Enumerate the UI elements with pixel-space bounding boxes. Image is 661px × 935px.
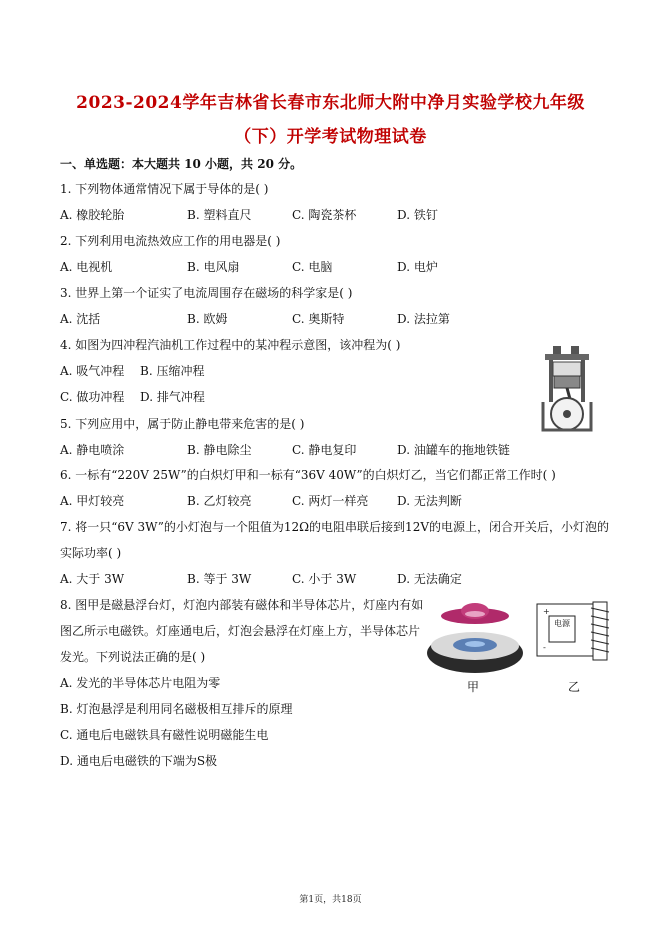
question-7-stem: 7. 将一只“6V 3W”的小灯泡与一个阻值为12Ω的电阻串联后接到12V的电源上，闭合开关后，小灯泡的 (60, 520, 609, 534)
question-3-option-d: D. 法拉第 (397, 312, 450, 326)
page-footer: 第1页，共18页 (299, 895, 362, 905)
question-3-option-b: B. 欧姆 (187, 312, 228, 326)
question-5-option-d: D. 油罐车的拖地铁链 (397, 443, 510, 457)
question-4-option-c: C. 做功冲程 (60, 390, 125, 404)
maglev-lamp-figure (420, 598, 530, 678)
question-2-stem: 2. 下列利用电流热效应工作的用电器是( ) (60, 234, 281, 248)
question-1-stem: 1. 下列物体通常情况下属于导体的是( ) (60, 182, 269, 196)
question-6-option-d: D. 无法判断 (397, 494, 462, 508)
question-2-option-d: D. 电炉 (397, 260, 438, 274)
question-8-stem: 8. 图甲是磁悬浮台灯，灯泡内部装有磁体和半导体芯片，灯座内有如 (60, 598, 424, 612)
question-6-option-a: A. 甲灯较亮 (60, 494, 125, 508)
question-8-option-b: B. 灯泡悬浮是利用同名磁极相互排斥的原理 (60, 702, 293, 716)
question-8-option-a: A. 发光的半导体芯片电阻为零 (60, 676, 221, 690)
engine-stroke-figure (535, 340, 605, 432)
question-5-option-c: C. 静电复印 (292, 443, 357, 457)
question-1-option-c: C. 陶瓷茶杯 (292, 208, 357, 222)
question-6-option-b: B. 乙灯较亮 (187, 494, 252, 508)
question-1-option-b: B. 塑料直尺 (187, 208, 252, 222)
question-8-stem-line-2: 图乙所示电磁铁。灯座通电后，灯泡会悬浮在灯座上方，半导体芯片 (60, 624, 421, 638)
question-4-option-d: D. 排气冲程 (140, 390, 205, 404)
question-2-option-c: C. 电脑 (292, 260, 333, 274)
svg-text:-: - (543, 643, 546, 652)
question-7-option-a: A. 大于 3W (60, 572, 125, 586)
question-5-option-a: A. 静电喷涂 (60, 443, 125, 457)
question-4-option-b: B. 压缩冲程 (140, 364, 205, 378)
section-heading: 一、单选题：本大题共 10 小题，共 20 分。 (60, 157, 303, 171)
question-3-stem: 3. 世界上第一个证实了电流周围存在磁场的科学家是( ) (60, 286, 353, 300)
question-2-option-a: A. 电视机 (60, 260, 113, 274)
question-7-option-c: C. 小于 3W (292, 572, 357, 586)
figure-label-jia: 甲 (467, 680, 480, 694)
question-4-stem: 4. 如图为四冲程汽油机工作过程中的某冲程示意图，该冲程为( ) (60, 338, 401, 352)
question-5-option-b: B. 静电除尘 (187, 443, 252, 457)
question-5-stem: 5. 下列应用中，属于防止静电带来危害的是( ) (60, 417, 305, 431)
question-2-option-b: B. 电风扇 (187, 260, 240, 274)
question-6-option-c: C. 两灯一样亮 (292, 494, 369, 508)
question-8-option-d: D. 通电后电磁铁的下端为S极 (60, 754, 218, 768)
figure-label-yi: 乙 (568, 680, 581, 694)
question-3-option-c: C. 奥斯特 (292, 312, 345, 326)
question-7-stem-continued: 实际功率( ) (60, 546, 122, 560)
svg-text:+: + (543, 607, 550, 616)
question-8-stem-line-3: 发光。下列说法正确的是( ) (60, 650, 206, 664)
page-title-line-2: （下）开学考试物理试卷 (234, 127, 427, 147)
power-source-label: 电源 (554, 619, 570, 628)
question-8-option-c: C. 通电后电磁铁具有磁性说明磁能生电 (60, 728, 269, 742)
question-4-option-a: A. 吸气冲程 (60, 364, 125, 378)
question-1-option-a: A. 橡胶轮胎 (60, 208, 125, 222)
question-1-option-d: D. 铁钉 (397, 208, 438, 222)
question-7-option-d: D. 无法确定 (397, 572, 462, 586)
electromagnet-circuit-figure (535, 598, 615, 668)
question-3-option-a: A. 沈括 (60, 312, 101, 326)
page-title-line-1: 2023-2024学年吉林省长春市东北师大附中净月实验学校九年级 (76, 93, 585, 113)
question-7-option-b: B. 等于 3W (187, 572, 252, 586)
question-6-stem: 6. 一标有“220V 25W”的白炽灯甲和一标有“36V 40W”的白炽灯乙，当它们都正常工作时( ) (60, 468, 556, 482)
